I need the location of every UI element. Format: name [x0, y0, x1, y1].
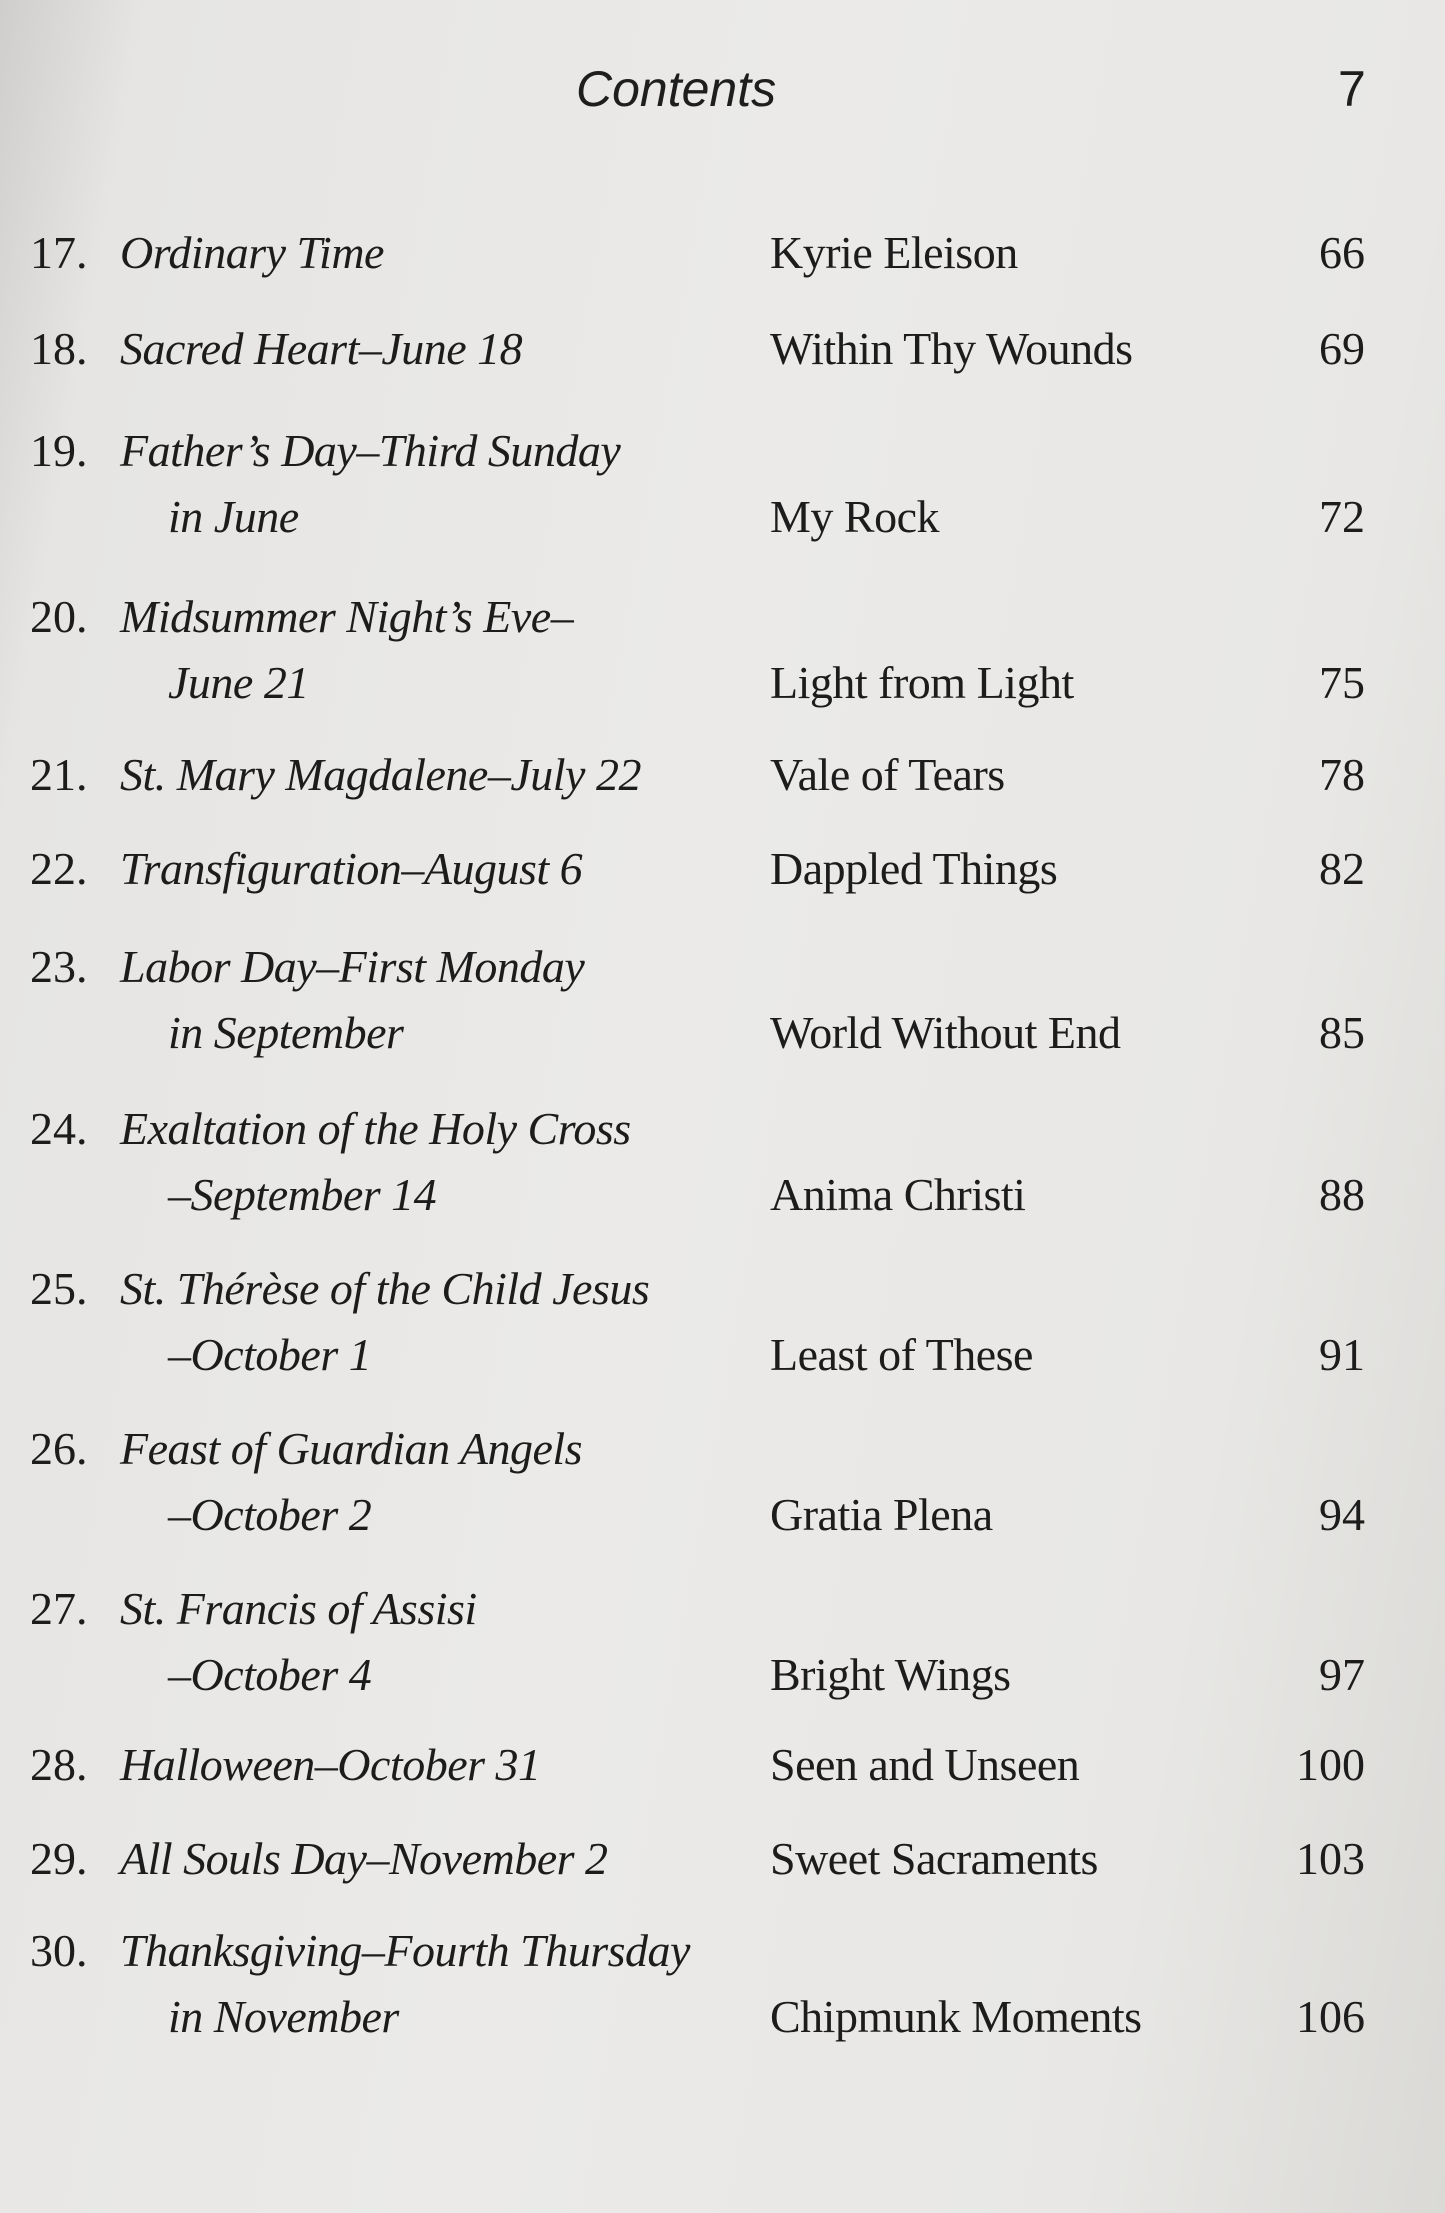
- entry-number: 29.: [30, 1833, 88, 1884]
- entry-page: 69: [1319, 323, 1365, 374]
- entry-number: 23.: [30, 941, 88, 992]
- toc-entry: [0, 1256, 1445, 1388]
- entry-page: 88: [1319, 1169, 1365, 1220]
- entry-feast-continued: in September: [168, 1007, 404, 1058]
- entry-title: Chipmunk Moments: [770, 1991, 1142, 2042]
- entry-feast: Transfiguration–August 6: [120, 843, 583, 894]
- entry-number: 28.: [30, 1739, 88, 1790]
- entry-feast: Father’s Day–Third Sunday: [120, 425, 621, 476]
- entry-page: 94: [1319, 1489, 1365, 1540]
- entry-title: Bright Wings: [770, 1649, 1011, 1700]
- entry-title: World Without End: [770, 1007, 1121, 1058]
- toc-entry: [0, 584, 1445, 716]
- entry-number: 30.: [30, 1925, 88, 1976]
- entry-feast: Ordinary Time: [120, 227, 384, 278]
- toc-entry: [0, 836, 1445, 902]
- entry-number: 25.: [30, 1263, 88, 1314]
- entry-title: Anima Christi: [770, 1169, 1026, 1220]
- entry-title: Gratia Plena: [770, 1489, 993, 1540]
- entry-title: Sweet Sacraments: [770, 1833, 1098, 1884]
- toc-entry: [0, 1096, 1445, 1228]
- entry-feast-continued: in November: [168, 1991, 399, 2042]
- entry-number: 27.: [30, 1583, 88, 1634]
- entry-page: 106: [1296, 1991, 1365, 2042]
- toc-entry: [0, 1576, 1445, 1708]
- entry-page: 82: [1319, 843, 1365, 894]
- entry-page: 75: [1319, 657, 1365, 708]
- entry-feast-continued: June 21: [168, 657, 309, 708]
- entry-title: Light from Light: [770, 657, 1074, 708]
- entry-feast: St. Thérèse of the Child Jesus: [120, 1263, 650, 1314]
- entry-page: 72: [1319, 491, 1365, 542]
- entry-number: 26.: [30, 1423, 88, 1474]
- toc-entry: [0, 934, 1445, 1066]
- entry-title: Least of These: [770, 1329, 1033, 1380]
- entry-feast: Halloween–October 31: [120, 1739, 541, 1790]
- toc-entry: [0, 1918, 1445, 2050]
- entry-feast: Feast of Guardian Angels: [120, 1423, 583, 1474]
- entry-number: 19.: [30, 425, 88, 476]
- entry-page: 97: [1319, 1649, 1365, 1700]
- entry-feast: Exaltation of the Holy Cross: [120, 1103, 631, 1154]
- entry-number: 20.: [30, 591, 88, 642]
- toc-entry: [0, 220, 1445, 286]
- entry-feast-continued: –October 1: [168, 1329, 372, 1380]
- entry-number: 17.: [30, 227, 88, 278]
- entry-number: 24.: [30, 1103, 88, 1154]
- entry-page: 66: [1319, 227, 1365, 278]
- entry-number: 18.: [30, 323, 88, 374]
- toc-entry: [0, 316, 1445, 382]
- entry-feast: All Souls Day–November 2: [120, 1833, 608, 1884]
- entry-page: 100: [1296, 1739, 1365, 1790]
- toc-entry: [0, 1732, 1445, 1798]
- entry-number: 21.: [30, 749, 88, 800]
- entry-title: Dappled Things: [770, 843, 1058, 894]
- entry-feast-continued: –October 4: [168, 1649, 372, 1700]
- toc-entry: [0, 742, 1445, 808]
- entry-feast: St. Mary Magdalene–July 22: [120, 749, 641, 800]
- entry-number: 22.: [30, 843, 88, 894]
- page-title: Contents: [576, 61, 777, 117]
- entry-page: 103: [1296, 1833, 1365, 1884]
- entry-title: Within Thy Wounds: [770, 323, 1133, 374]
- entry-feast-continued: –October 2: [168, 1489, 372, 1540]
- entry-feast: Thanksgiving–Fourth Thursday: [120, 1925, 690, 1976]
- entry-feast-continued: –September 14: [168, 1169, 437, 1220]
- entry-title: Vale of Tears: [770, 749, 1005, 800]
- toc-entry: [0, 1416, 1445, 1548]
- entry-page: 78: [1319, 749, 1365, 800]
- entry-title: My Rock: [770, 491, 939, 542]
- entry-page: 85: [1319, 1007, 1365, 1058]
- entry-feast: Sacred Heart–June 18: [120, 323, 523, 374]
- page-number: 7: [1338, 61, 1366, 117]
- toc-entry: [0, 1826, 1445, 1892]
- toc-entry: [0, 418, 1445, 550]
- entry-page: 91: [1319, 1329, 1365, 1380]
- entry-title: Kyrie Eleison: [770, 227, 1018, 278]
- entry-title: Seen and Unseen: [770, 1739, 1080, 1790]
- entry-feast-continued: in June: [168, 491, 299, 542]
- entry-feast: St. Francis of Assisi: [120, 1583, 477, 1634]
- entry-feast: Midsummer Night’s Eve–: [120, 591, 574, 642]
- entry-feast: Labor Day–First Monday: [120, 941, 585, 992]
